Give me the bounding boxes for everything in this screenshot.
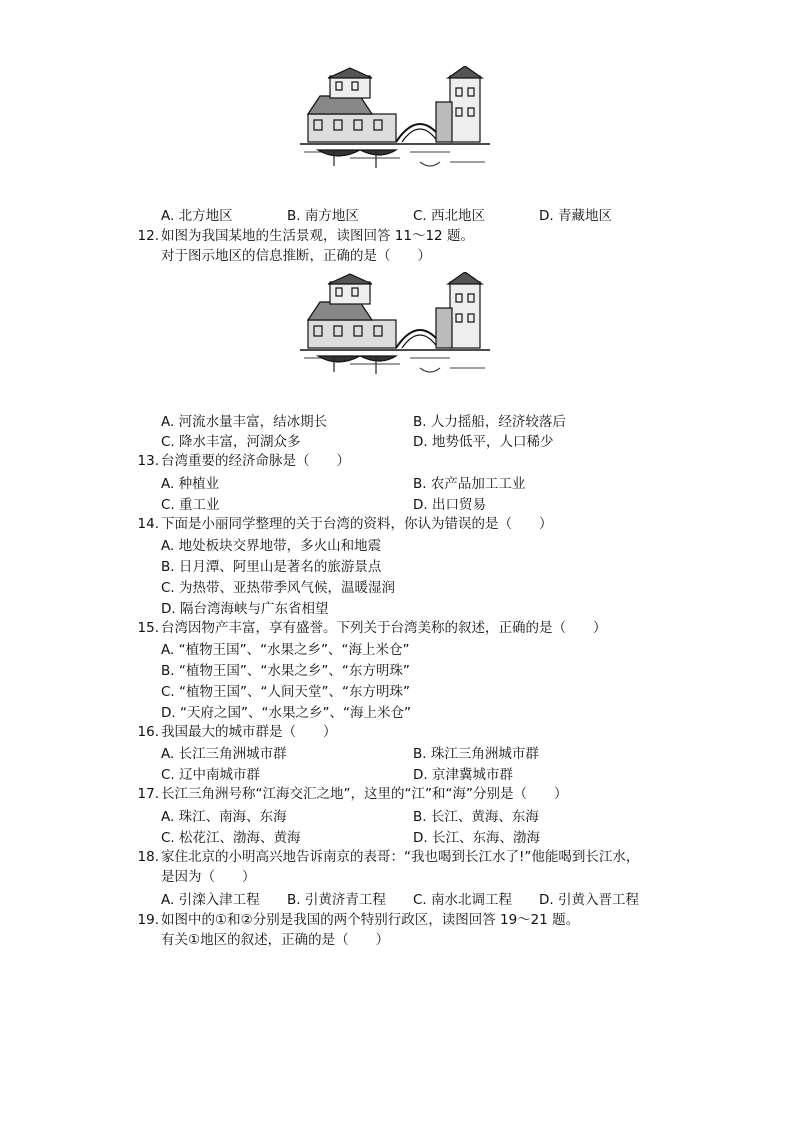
q17-number: 17. bbox=[137, 786, 159, 802]
q11-option-c[interactable]: C. 西北地区 bbox=[413, 208, 486, 224]
q14-option-c[interactable]: C. 为热带、亚热带季风气候，温暖湿润 bbox=[161, 580, 396, 596]
q13-text: 台湾重要的经济命脉是（ ） bbox=[161, 453, 350, 469]
q11-option-a[interactable]: A. 北方地区 bbox=[161, 208, 233, 224]
q14-option-b[interactable]: B. 日月潭、阿里山是著名的旅游景点 bbox=[161, 559, 382, 575]
q15-number: 15. bbox=[137, 620, 159, 636]
q19-text-line-1: 如图中的①和②分别是我国的两个特别行政区，读图回答 19～21 题。 bbox=[161, 912, 580, 928]
q13-number: 13. bbox=[137, 453, 159, 469]
q16-text: 我国最大的城市群是（ ） bbox=[161, 724, 337, 740]
q12-text-line-1: 如图为我国某地的生活景观，读图回答 11～12 题。 bbox=[161, 228, 474, 244]
q19-number: 19. bbox=[137, 912, 159, 928]
q11-option-b[interactable]: B. 南方地区 bbox=[287, 208, 359, 224]
q14-option-d[interactable]: D. 隔台湾海峡与广东省相望 bbox=[161, 601, 329, 617]
q12-option-d[interactable]: D. 地势低平，人口稀少 bbox=[413, 434, 554, 450]
q16-option-d[interactable]: D. 京津冀城市群 bbox=[413, 767, 513, 783]
q11-option-d[interactable]: D. 青藏地区 bbox=[539, 208, 612, 224]
q15-option-d[interactable]: D. “天府之国”、“水果之乡”、“海上米仓” bbox=[161, 705, 411, 721]
q16-option-c[interactable]: C. 辽中南城市群 bbox=[161, 767, 261, 783]
q18-text-line-1: 家住北京的小明高兴地告诉南京的表哥：“我也喝到长江水了!”他能喝到长江水， bbox=[161, 849, 640, 865]
q15-option-a[interactable]: A. “植物王国”、“水果之乡”、“海上米仓” bbox=[161, 642, 410, 658]
q14-text: 下面是小丽同学整理的关于台湾的资料，你认为错误的是（ ） bbox=[161, 516, 553, 532]
q12-number: 12. bbox=[137, 228, 159, 244]
q18-option-a[interactable]: A. 引滦入津工程 bbox=[161, 892, 260, 908]
q19-text-line-2: 有关①地区的叙述，正确的是（ ） bbox=[161, 932, 390, 948]
q12-option-b[interactable]: B. 人力摇船，经济较落后 bbox=[413, 414, 566, 430]
q18-number: 18. bbox=[137, 849, 159, 865]
q18-option-c[interactable]: C. 南水北调工程 bbox=[413, 892, 513, 908]
q16-option-b[interactable]: B. 珠江三角洲城市群 bbox=[413, 746, 539, 762]
q18-option-b[interactable]: B. 引黄济青工程 bbox=[287, 892, 386, 908]
q16-option-a[interactable]: A. 长江三角洲城市群 bbox=[161, 746, 287, 762]
q17-option-b[interactable]: B. 长江、黄海、东海 bbox=[413, 809, 539, 825]
q18-text-line-2: 是因为（ ） bbox=[161, 869, 256, 885]
q15-text: 台湾因物产丰富，享有盛誉。下列关于台湾美称的叙述，正确的是（ ） bbox=[161, 620, 607, 636]
q17-option-a[interactable]: A. 珠江、南海、东海 bbox=[161, 809, 287, 825]
q18-option-d[interactable]: D. 引黄入晋工程 bbox=[539, 892, 639, 908]
q17-option-d[interactable]: D. 长江、东海、渤海 bbox=[413, 830, 540, 846]
q17-option-c[interactable]: C. 松花江、渤海、黄海 bbox=[161, 830, 301, 846]
water-town-illustration-1 bbox=[300, 66, 490, 176]
q14-number: 14. bbox=[137, 516, 159, 532]
q13-option-a[interactable]: A. 种植业 bbox=[161, 476, 220, 492]
q12-option-a[interactable]: A. 河流水量丰富，结冰期长 bbox=[161, 414, 328, 430]
q15-option-c[interactable]: C. “植物王国”、“人间天堂”、“东方明珠” bbox=[161, 684, 410, 700]
q14-option-a[interactable]: A. 地处板块交界地带，多火山和地震 bbox=[161, 538, 382, 554]
q16-number: 16. bbox=[137, 724, 159, 740]
water-town-illustration-2 bbox=[300, 272, 490, 382]
q13-option-c[interactable]: C. 重工业 bbox=[161, 497, 220, 513]
q17-text: 长江三角洲号称“江海交汇之地”，这里的“江”和“海”分别是（ ） bbox=[161, 786, 568, 802]
q12-option-c[interactable]: C. 降水丰富，河湖众多 bbox=[161, 434, 301, 450]
q15-option-b[interactable]: B. “植物王国”、“水果之乡”、“东方明珠” bbox=[161, 663, 410, 679]
q12-text-line-2: 对于图示地区的信息推断，正确的是（ ） bbox=[161, 248, 431, 264]
q13-option-d[interactable]: D. 出口贸易 bbox=[413, 497, 486, 513]
q13-option-b[interactable]: B. 农产品加工工业 bbox=[413, 476, 526, 492]
